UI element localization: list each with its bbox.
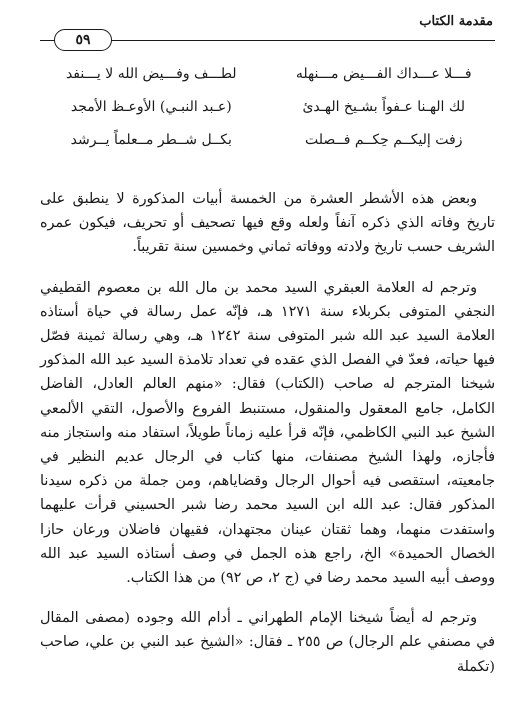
body-paragraph-tehrani-biography: وترجم له أيضاً شيخنا الإمام الطهراني ـ أدام الله وجوده (مصفى المقال في مصنفي علم الرجال) ص ٢٥٥ ـ فقال: «الشيخ عبد النبي بن علي، صاحب (تكملة	[40, 610, 496, 675]
verse-second-hemistich: (عـبد النبـي) الأوعـظ الأمجد	[70, 99, 232, 115]
verse-second-hemistich: بكــل شــطر مــعلماً يــرشد	[70, 132, 232, 148]
poem-verses	[40, 66, 495, 165]
body-paragraph-qatifi-biography: وترجم له العلامة العبقري السيد محمد بن مال الله بن معصوم القطيفي النجفي المتوفى بكربلاء سنة ١٢٧١ هـ، فإنّه عمل رسالة في حياة أستاذه العلامة السيد عبد الله شبر المتوفى سنة ١٢٤٢ هـ، وهي رسالة ثمينة فصّل فيها حياته، فعدّ في الفصل الذي عقده في تعداد تلامذة السيد عبد الله المذكور شيخنا المترجم له صاحب (الكتاب) فقال: «منهم العالم العادل، الفاضل الكامل، جامع المعقول والمنقول، مستنبط الفروع والأصول، التقي الألمعي الشيخ عبد النبي الكاظمي، فإنّه قرأ عليه زماناً طويلاً، استفاد منه واستجاز منه فأجازه، ولهذا الشيخ مصنفات، منها كتاب في الرجال عديم النظير في جامعيته، استقصى فيه أحوال الرجال وقضاياهم، ومن جملة من ذكره سيدنا المذكور فقال: عبد الله ابن السيد محمد رضا شبر الحسيني قرأت عليهما واستفدت منهما، وهما ثقتان عينان مجتهدان، فقيهان فاضلان ورعان حازا الخصال الحميدة» الخ، راجع هذه الجمل في وصف أستاذه السيد عبد الله ووصف أبيه السيد محمد رضا في (ج ٢، ص ٩٢) من هذا الكتاب.	[40, 279, 495, 587]
header-title: مقدمة الكتاب	[419, 14, 493, 29]
verse-first-hemistich: لك الهـنا عـفواً بشـيخ الهـدئ	[302, 99, 465, 115]
verse-row	[44, 132, 491, 165]
book-page	[40, 10, 495, 715]
page-number: ٥٩	[54, 29, 112, 51]
verse-row	[44, 99, 491, 132]
verse-second-hemistich: لطـــف وفـــيض الله لا يـــنفد	[65, 66, 237, 82]
verse-row	[44, 66, 491, 99]
verse-first-hemistich: فـــلا عـــداك الفـــيض مـــنهله	[295, 66, 472, 82]
body-paragraph-date-note: وبعض هذه الأشطر العشرة من الخمسة أبيات المذكورة لا ينطبق على تاريخ وفاته الذي ذكره آنفاً ولعله وقع فيها تصحيف أو تحريف، فيكون عمره الشريف حسب تاريخ ولادته ووفاته ثماني وخمسين سنة تقريباً.	[40, 191, 495, 256]
verse-first-hemistich: زفت إليكــم حِكــم فــصلت	[304, 132, 463, 148]
running-header	[40, 10, 495, 48]
